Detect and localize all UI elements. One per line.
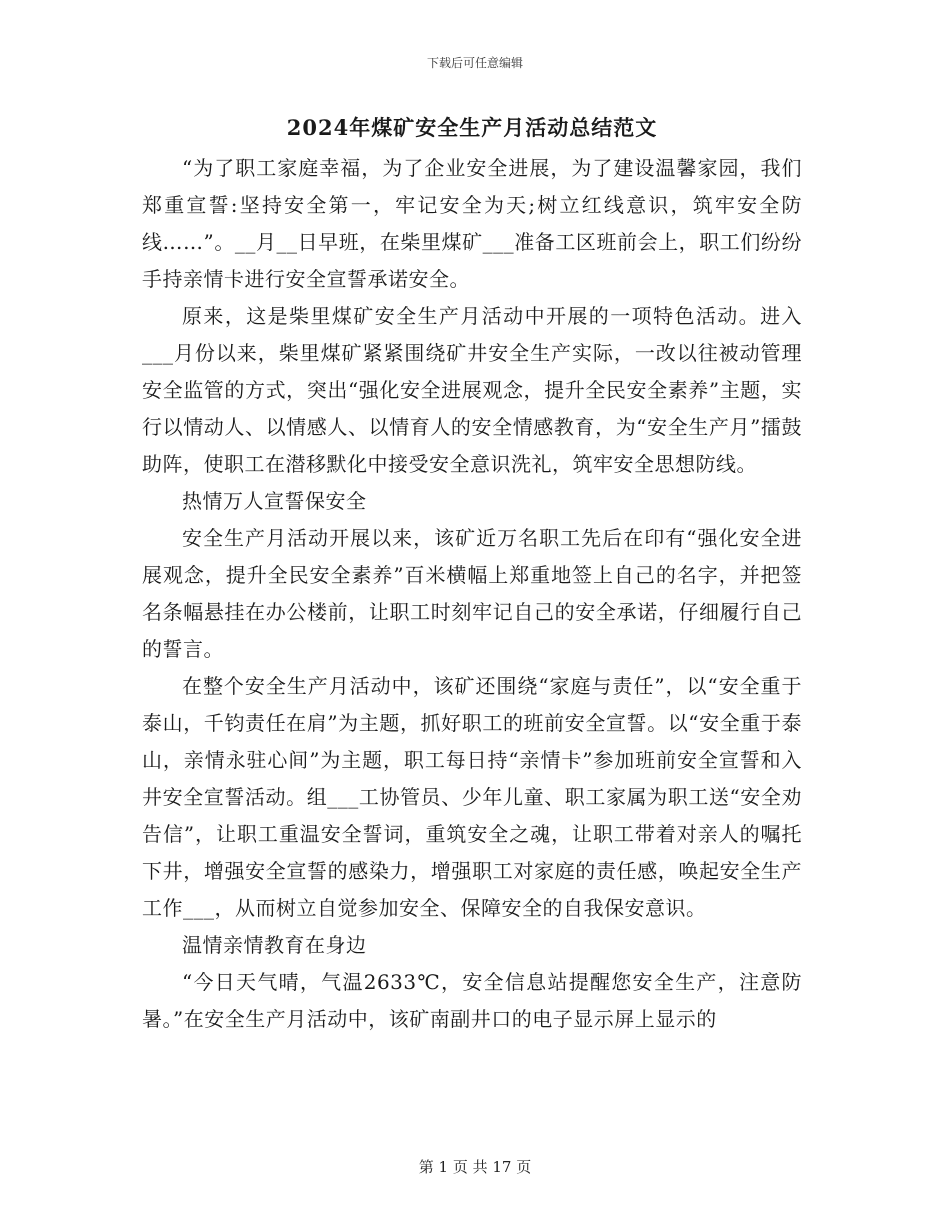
header-note: 下载后可任意编辑 (426, 56, 523, 70)
paragraph-3: 安全生产月活动开展以来，该矿近万名职工先后在印有“强化安全进展观念，提升全民安全素养”百米横幅上郑重地签上自己的名字，并把签名条幅悬挂在办公楼前，让职工时刻牢记自己的安全承诺，仔细履行自己的誓言。 (142, 526, 802, 661)
paragraph-4: 在整个安全生产月活动中，该矿还围绕“家庭与责任”，以“安全重于泰山，千钧责任在肩”为主题，抓好职工的班前安全宣誓。以“安全重于泰山，亲情永驻心间”为主题，职工每日持“亲情卡”参加班前安全宣誓和入井安全宣誓活动。组___工协管员、少年儿童、职工家属为职工送“安全劝告信”，让职工重温安全誓词，重筑安全之魂，让职工带着对亲人的嘱托下井，增强安全宣誓的感染力，增强职工对家庭的责任感，唤起安全生产工作___，从而树立自觉参加安全、保障安全的自我保安意识。 (142, 674, 802, 920)
document-title: 2024年煤矿安全生产月活动总结范文 (286, 115, 658, 140)
paragraph-2: 原来，这是柴里煤矿安全生产月活动中开展的一项特色活动。进入___月份以来，柴里煤矿紧紧围绕矿井安全生产实际，一改以往被动管理安全监管的方式，突出“强化安全进展观念，提升全民安全素养”主题，实行以情动人、以情感人、以情育人的安全情感教育，为“安全生产月”擂鼓助阵，使职工在潜移默化中接受安全意识洗礼，筑牢安全思想防线。 (142, 304, 802, 476)
document-body (142, 110, 802, 1038)
page-indicator: 第 1 页 共 17 页 (418, 1158, 532, 1176)
paragraph-1: “为了职工家庭幸福，为了企业安全进展，为了建设温馨家园，我们郑重宣誓:坚持安全第一，牢记安全为天;树立红线意识，筑牢安全防线……”。__月__日早班，在柴里煤矿___准备工区班前会上，职工们纷纷手持亲情卡进行安全宣誓承诺安全。 (142, 156, 802, 291)
section-heading-1: 热情万人宣誓保安全 (182, 489, 367, 513)
paragraph-5: “今日天气晴，气温2633℃，安全信息站提醒您安全生产，注意防暑。”在安全生产月活动中，该矿南副井口的电子显示屏上显示的 (142, 970, 802, 1031)
section-heading-2: 温情亲情教育在身边 (182, 933, 367, 957)
